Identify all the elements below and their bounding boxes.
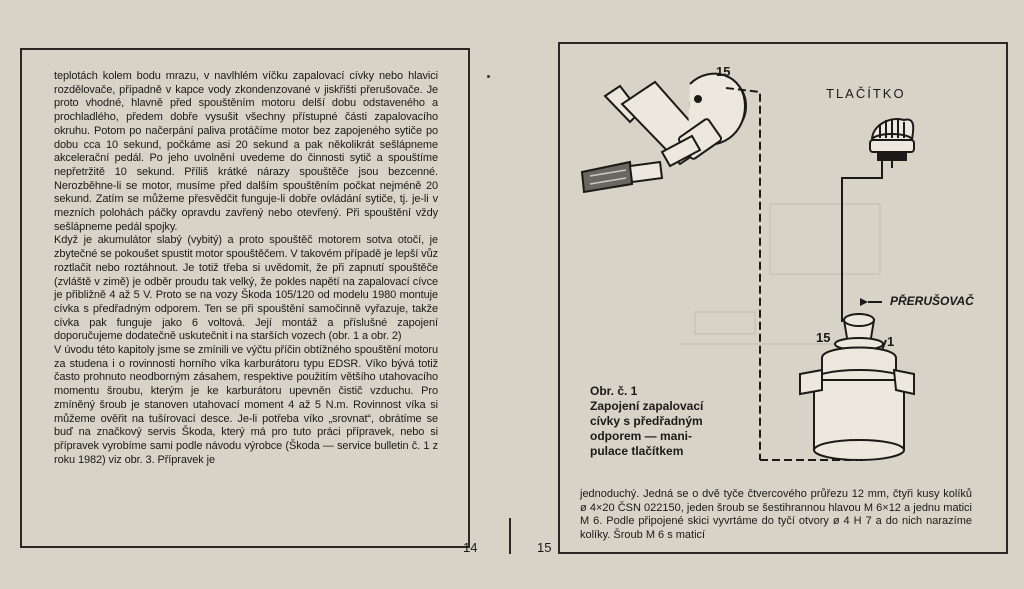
caption-line-2: Zapojení zapalovací xyxy=(590,399,704,413)
left-page-frame xyxy=(20,48,470,548)
paragraph-2: Když je akumulátor slabý (vybitý) a proto spouštěč motorem sotva otočí, je zbytečné se pokoušet spustit motor spouštěčem. V takovém případě je lepší vůz roztlačit nebo roztáhnout. Je totiž třeba si uvědomit, že při zapnutí spouštěče (zvláště v zimě) je odběr proudu tak velký, že pokles napětí na zapalovací cívce je přibližně 4 až 5 V. Proto se na vozy Škoda 105/120 od modelu 1980 montuje cívka s předřadným odporem. Ten se při spouštění samočinně vyřazuje, takže cívka pak funguje jako 6 voltová. Její montáž a příslušné zapojení doporučujeme dodatečně uskutečnit i na starších vozech (obr. 1 a obr. 2) xyxy=(54,234,438,343)
caption-line-5: pulace tlačítkem xyxy=(590,444,684,458)
print-speck xyxy=(487,75,490,78)
right-page-frame xyxy=(558,42,1008,554)
caption-line-4: odporem — mani- xyxy=(590,429,693,443)
paragraph-1: teplotách kolem bodu mrazu, v navlhlém víčku zapalovací cívky nebo hlavici rozdělovače, případně v kapce vody zkondenzované v jiskřišti přerušovače. Je proto vhodné, hlavně před spouštěním motoru delší dobu odstaveného a prochladlého, předem dobře vysušit všechny přístupné části zapalovacího okruhu. Potom po načerpání paliva protáčíme motor bez zapojeného sytiče po dobu cca 10 sekund, počkáme asi 20 sekund a pak několikrát sešlápneme akcelerační pedál. Po jeho uvolnění uvedeme do činnosti sytič a spouštíme nepřetržitě 10 sekund. Příliš krátké nárazy spouštěče jsou bezcenné. Nerozběhne-li se motor, musíme před dalším spouštěním počkat nejméně 20 sekund. Zatím se můžeme přesvědčit funguje-li dobře ovládání sytiče, tj. je-li v mezních polohách páčky opravdu zavřený nebo otevřený. Při spouštění vždy sešlápneme pedál spojky. xyxy=(54,70,438,233)
gutter-divider xyxy=(509,518,511,554)
caption-line-3: cívky s předřadným xyxy=(590,414,703,428)
terminal-15-switch-label: 15 xyxy=(716,64,731,79)
figure-caption xyxy=(590,384,712,459)
coil-terminal-1-label: 1 xyxy=(887,334,895,349)
right-page-body: jednoduchý. Jedná se o dvě tyče čtvercového průřezu 12 mm, čtyři kusy kolíků ø 4×20 ČSN 022150, jeden šroub se šestihrannou hlavou M 6×12 a jednu matici M 6. Podle připojené skici vyvrtáme do tyčí otvory ø 4 H 7 a do nich narazíme kolíky. Šroub M 6 s maticí xyxy=(580,488,972,542)
page-number-left: 14 xyxy=(463,540,478,555)
ignition-key xyxy=(582,162,662,192)
paragraph-3: V úvodu této kapitoly jsme se zmínili ve výčtu příčin obtížného spouštění motoru za studena i o rovinnosti horního víka karburátoru typu EDSR. Víko bývá totiž často prohnuto neodborným zásahem, respektive použitím většího utahovacího momentu šroubu, kterým je ke karburátoru upevněn čistič vzduchu. Pro zmíněný šroub je stanoven utahovací moment 4 až 5 N.m. Rovinnost víka si můžeme ověřit na tušírovací desce. Je-li potřeba víko „srovnat“, obrátíme se buď na značkový servis Škoda, který má pro tuto práci přípravek, nebo si přípravek vyrobíme sami podle návodu výrobce (Škoda — service bulletin č. 1 z roku 1982) viz obr. 3. Přípravek je xyxy=(54,344,438,466)
left-page-body xyxy=(54,70,438,467)
wire-button-to-coil xyxy=(842,154,882,322)
page-number-right: 15 xyxy=(537,540,552,555)
coil-terminal-15-label: 15 xyxy=(816,330,831,345)
button-label: TLAČÍTKO xyxy=(826,86,906,101)
breaker-arrow xyxy=(860,298,868,306)
caption-line-1: Obr. č. 1 xyxy=(590,384,638,398)
breaker-label: PŘERUŠOVAČ xyxy=(890,294,974,308)
push-button xyxy=(870,119,914,168)
wire-dashed-main xyxy=(726,88,760,460)
ignition-switch xyxy=(605,74,746,166)
